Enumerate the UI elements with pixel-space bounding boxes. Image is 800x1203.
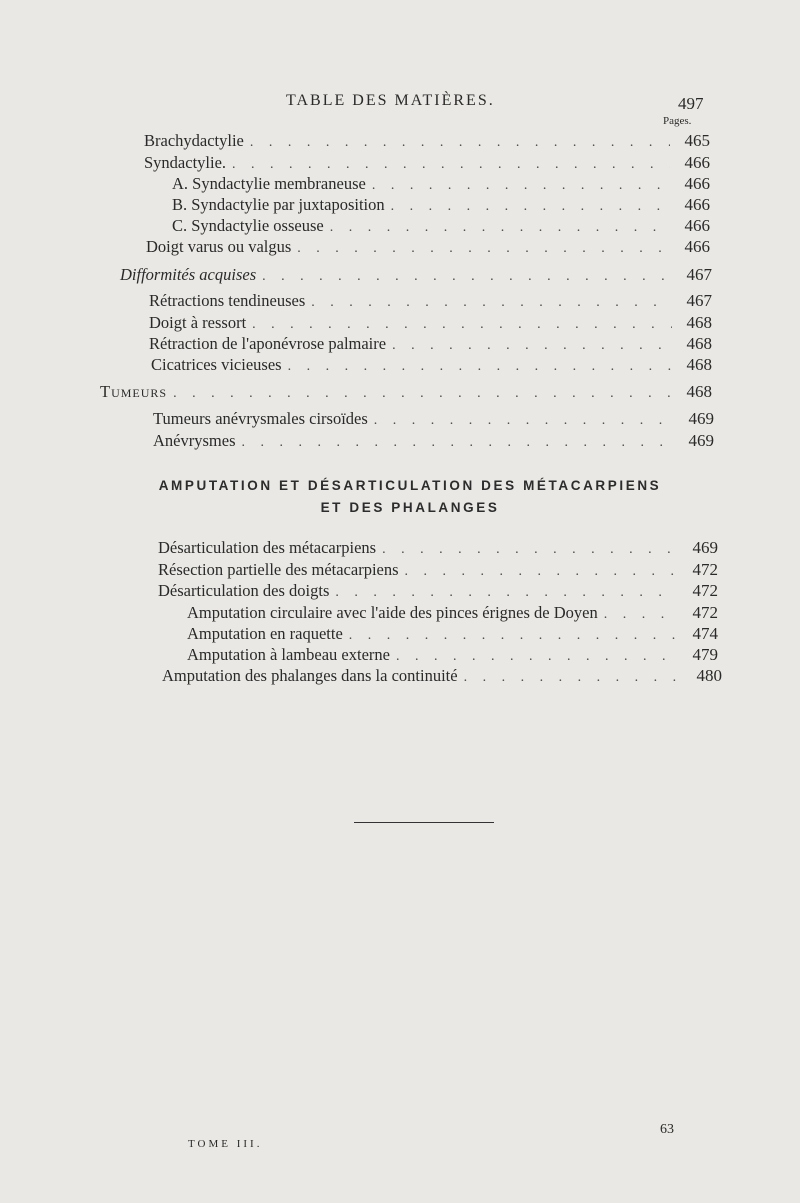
leader-dots: [335, 585, 678, 601]
toc-entry-page: 480: [696, 666, 722, 685]
toc-entry-text: Brachydactylie: [144, 131, 244, 150]
toc-entry: [172, 174, 710, 196]
leader-dots: [391, 199, 670, 215]
toc-entry-page: 469: [688, 409, 714, 428]
toc-entry: [149, 334, 712, 356]
toc-entry-text: C. Syndactylie osseuse: [172, 216, 324, 235]
toc-entry: [162, 666, 722, 688]
toc-entry-page: 468: [686, 313, 712, 332]
toc-entry: [187, 645, 718, 667]
leader-dots: [405, 564, 678, 580]
toc-entry-page: 467: [686, 291, 712, 310]
toc-entry-page: 467: [686, 265, 712, 284]
leader-dots: [392, 338, 672, 354]
toc-entry-text: Désarticulation des doigts: [158, 581, 330, 600]
running-head: [0, 92, 800, 116]
toc-entry-page: 466: [684, 174, 710, 193]
toc-entry: [144, 131, 710, 153]
toc-entry-text: Doigt à ressort: [149, 313, 247, 332]
leader-dots: [311, 295, 672, 311]
signature-mark: 63: [660, 1122, 674, 1137]
toc-entry: [144, 153, 710, 175]
leader-dots: [372, 178, 670, 194]
toc-entry-page: 466: [684, 216, 710, 235]
toc-entry-page: 468: [686, 382, 712, 401]
volume-label: TOME III.: [188, 1138, 263, 1150]
toc-entry: [151, 355, 712, 377]
toc-entry: [187, 624, 718, 646]
toc-entry: [172, 195, 710, 217]
toc-entry-text: Désarticulation des métacarpiens: [158, 538, 377, 557]
toc-entry: [120, 265, 712, 287]
running-title: TABLE DES MATIÈRES.: [286, 92, 495, 109]
toc-entry: [172, 216, 710, 238]
toc-entry-text: Cicatrices vicieuses: [151, 355, 282, 374]
toc-entry-text: B. Syndactylie par juxtaposition: [172, 195, 385, 214]
leader-dots: [297, 241, 670, 257]
toc-entry-text: Amputation à lambeau externe: [187, 645, 390, 664]
toc-entry: [158, 581, 718, 603]
toc-entry: [158, 538, 718, 560]
pages-label: Pages.: [663, 115, 692, 127]
toc-entry-text: Doigt varus ou valgus: [146, 237, 292, 256]
leader-dots: [232, 157, 670, 173]
toc-entry-text: Anévrysmes: [153, 431, 236, 450]
toc-entry-text: Difformités acquises: [120, 265, 257, 284]
toc-entry: [153, 431, 714, 453]
toc-entry-page: 468: [686, 355, 712, 374]
toc-entry-page: 468: [686, 334, 712, 353]
toc-entry: [100, 382, 712, 404]
section-heading: AMPUTATION ET DÉSARTICULATION DES MÉTACARPIENS: [158, 478, 662, 493]
leader-dots: [330, 220, 670, 236]
toc-entry-page: 472: [692, 581, 718, 600]
toc-entry-page: 466: [684, 237, 710, 256]
leader-dots: [262, 269, 672, 285]
toc-entry-page: 479: [692, 645, 718, 664]
toc-entry-page: 465: [684, 131, 710, 150]
toc-entry-page: 472: [692, 560, 718, 579]
leader-dots: [382, 542, 678, 558]
toc-entry-text: A. Syndactylie membraneuse: [172, 174, 366, 193]
leader-dots: [173, 386, 672, 402]
toc-entry: [187, 603, 718, 625]
toc-entry-text: Tumeurs: [100, 382, 168, 401]
toc-entry-page: 466: [684, 195, 710, 214]
toc-entry-page: 472: [692, 603, 718, 622]
leader-dots: [288, 359, 672, 375]
toc-entry: [149, 313, 712, 335]
leader-dots: [464, 670, 682, 686]
toc-entry-page: 469: [692, 538, 718, 557]
leader-dots: [241, 435, 674, 451]
toc-entry-page: 474: [692, 624, 718, 643]
page-number: 497: [678, 94, 704, 113]
toc-entry-text: Amputation des phalanges dans la continuité: [162, 666, 458, 685]
end-rule: [354, 822, 494, 823]
toc-entry-text: Rétraction de l'aponévrose palmaire: [149, 334, 387, 353]
toc-entry: [146, 237, 710, 259]
toc-entry-text: Amputation en raquette: [187, 624, 343, 643]
toc-entry-page: 466: [684, 153, 710, 172]
leader-dots: [604, 607, 678, 623]
toc-entry-text: Amputation circulaire avec l'aide des pinces érignes de Doyen: [187, 603, 598, 622]
leader-dots: [374, 413, 674, 429]
leader-dots: [396, 649, 678, 665]
toc-entry-text: Résection partielle des métacarpiens: [158, 560, 399, 579]
section-heading-line2: ET DES PHALANGES: [320, 500, 500, 515]
leader-dots: [349, 628, 678, 644]
toc-entry-page: 469: [688, 431, 714, 450]
leader-dots: [252, 317, 672, 333]
toc-entry: [158, 560, 718, 582]
toc-entry-text: Tumeurs anévrysmales cirsoïdes: [153, 409, 368, 428]
toc-entry: [153, 409, 714, 431]
toc-entry-text: Rétractions tendineuses: [149, 291, 306, 310]
toc-entry-text: Syndactylie.: [144, 153, 227, 172]
toc-entry: [149, 291, 712, 313]
leader-dots: [250, 135, 670, 151]
